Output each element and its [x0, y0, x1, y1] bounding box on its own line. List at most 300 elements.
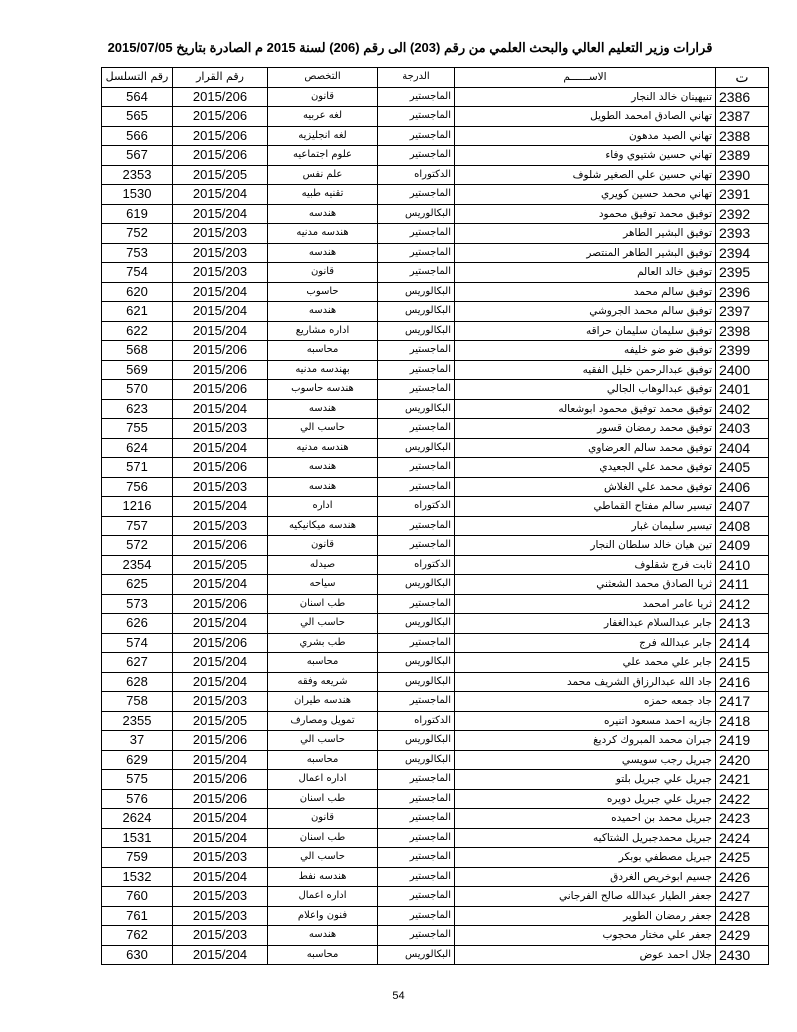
cell-decision: 2015/203 — [173, 692, 268, 712]
cell-decision: 2015/206 — [173, 87, 268, 107]
cell-num: 2403 — [716, 419, 769, 439]
cell-name: توفيق سالم محمد — [455, 282, 716, 302]
cell-degree: الماجستير — [378, 360, 455, 380]
cell-name: توفيق ضو ضو خليفه — [455, 341, 716, 361]
cell-specialty: حاسب الي — [268, 419, 378, 439]
table-row — [102, 692, 769, 712]
cell-serial: 756 — [102, 477, 173, 497]
cell-decision: 2015/204 — [173, 614, 268, 634]
cell-num: 2413 — [716, 614, 769, 634]
cell-serial: 760 — [102, 887, 173, 907]
cell-degree: الماجستير — [378, 848, 455, 868]
cell-specialty: تقنيه طبيه — [268, 185, 378, 205]
cell-name: جازيه احمد مسعود اتنيره — [455, 711, 716, 731]
cell-degree: البكالوريس — [378, 438, 455, 458]
cell-degree: الماجستير — [378, 126, 455, 146]
cell-specialty: هندسه — [268, 302, 378, 322]
cell-specialty: لغه انجليزيه — [268, 126, 378, 146]
cell-num: 2414 — [716, 633, 769, 653]
cell-specialty: محاسبه — [268, 653, 378, 673]
cell-name: جبريل مصطفي بوبكر — [455, 848, 716, 868]
cell-degree: البكالوريس — [378, 204, 455, 224]
cell-specialty: بهندسه مدنيه — [268, 360, 378, 380]
cell-serial: 565 — [102, 107, 173, 127]
cell-name: توفيق سليمان سليمان حراقه — [455, 321, 716, 341]
cell-num: 2399 — [716, 341, 769, 361]
cell-serial: 626 — [102, 614, 173, 634]
table-row — [102, 243, 769, 263]
cell-name: توفيق محمد رمضان قسور — [455, 419, 716, 439]
cell-num: 2423 — [716, 809, 769, 829]
cell-decision: 2015/203 — [173, 419, 268, 439]
cell-serial: 758 — [102, 692, 173, 712]
cell-degree: الماجستير — [378, 828, 455, 848]
cell-num: 2415 — [716, 653, 769, 673]
cell-num: 2417 — [716, 692, 769, 712]
cell-degree: الماجستير — [378, 633, 455, 653]
table-row — [102, 458, 769, 478]
cell-name: توفيق البشير الطاهر المنتصر — [455, 243, 716, 263]
table-row — [102, 770, 769, 790]
cell-serial: 752 — [102, 224, 173, 244]
cell-specialty: فنون واعلام — [268, 906, 378, 926]
cell-name: توفيق محمد علي الغلاش — [455, 477, 716, 497]
cell-serial: 571 — [102, 458, 173, 478]
header-name: الاســــــم — [455, 68, 716, 88]
cell-serial: 621 — [102, 302, 173, 322]
cell-degree: الماجستير — [378, 906, 455, 926]
cell-decision: 2015/204 — [173, 867, 268, 887]
cell-degree: البكالوريس — [378, 731, 455, 751]
cell-decision: 2015/204 — [173, 438, 268, 458]
cell-degree: الماجستير — [378, 809, 455, 829]
cell-degree: الماجستير — [378, 516, 455, 536]
cell-degree: الماجستير — [378, 789, 455, 809]
cell-decision: 2015/203 — [173, 263, 268, 283]
cell-degree: الماجستير — [378, 867, 455, 887]
cell-serial: 573 — [102, 594, 173, 614]
cell-decision: 2015/204 — [173, 185, 268, 205]
cell-specialty: هندسه طيران — [268, 692, 378, 712]
table-row — [102, 711, 769, 731]
cell-degree: البكالوريس — [378, 672, 455, 692]
cell-decision: 2015/204 — [173, 750, 268, 770]
cell-num: 2392 — [716, 204, 769, 224]
cell-decision: 2015/206 — [173, 107, 268, 127]
cell-specialty: هندسه نفط — [268, 867, 378, 887]
cell-name: ثريا عامر امحمد — [455, 594, 716, 614]
cell-decision: 2015/203 — [173, 243, 268, 263]
header-num: ت — [716, 68, 769, 88]
cell-name: تهاني حسين شتيوي وفاء — [455, 146, 716, 166]
cell-specialty: هندسه حاسوب — [268, 380, 378, 400]
cell-degree: الماجستير — [378, 477, 455, 497]
cell-degree: الماجستير — [378, 536, 455, 556]
cell-serial: 2355 — [102, 711, 173, 731]
cell-name: توفيق خالد العالم — [455, 263, 716, 283]
cell-name: جابر علي محمد علي — [455, 653, 716, 673]
cell-num: 2386 — [716, 87, 769, 107]
cell-serial: 574 — [102, 633, 173, 653]
cell-name: توفيق محمد علي الجعيدي — [455, 458, 716, 478]
cell-specialty: هندسه — [268, 458, 378, 478]
cell-degree: الماجستير — [378, 224, 455, 244]
cell-serial: 628 — [102, 672, 173, 692]
table-row — [102, 945, 769, 965]
table-row — [102, 87, 769, 107]
cell-serial: 575 — [102, 770, 173, 790]
cell-serial: 622 — [102, 321, 173, 341]
cell-serial: 627 — [102, 653, 173, 673]
cell-name: جبران محمد المبروك كرديغ — [455, 731, 716, 751]
cell-degree: البكالوريس — [378, 282, 455, 302]
cell-specialty: قانون — [268, 536, 378, 556]
cell-specialty: هندسه ميكانيكيه — [268, 516, 378, 536]
cell-name: تهاني محمد حسين كويري — [455, 185, 716, 205]
cell-name: تهاني حسين علي الصغير شلوف — [455, 165, 716, 185]
cell-specialty: لغه عربيه — [268, 107, 378, 127]
cell-name: جلال احمد عوض — [455, 945, 716, 965]
cell-decision: 2015/204 — [173, 302, 268, 322]
table-header-row — [102, 68, 769, 88]
table-row — [102, 867, 769, 887]
cell-decision: 2015/204 — [173, 945, 268, 965]
cell-degree: البكالوريس — [378, 575, 455, 595]
cell-degree: الماجستير — [378, 341, 455, 361]
cell-name: تيسير سالم مفتاح القماطي — [455, 497, 716, 517]
cell-decision: 2015/203 — [173, 906, 268, 926]
cell-serial: 1532 — [102, 867, 173, 887]
cell-degree: الدكتوراه — [378, 497, 455, 517]
cell-degree: الماجستير — [378, 594, 455, 614]
table-row — [102, 185, 769, 205]
cell-name: توفيق عبدالرحمن خليل الفقيه — [455, 360, 716, 380]
cell-name: تنيهينان خالد النجار — [455, 87, 716, 107]
cell-serial: 761 — [102, 906, 173, 926]
cell-decision: 2015/204 — [173, 282, 268, 302]
cell-decision: 2015/204 — [173, 809, 268, 829]
cell-name: توفيق عبدالوهاب الجالي — [455, 380, 716, 400]
cell-name: توفيق محمد توفيق محمود — [455, 204, 716, 224]
cell-decision: 2015/204 — [173, 497, 268, 517]
cell-num: 2410 — [716, 555, 769, 575]
cell-num: 2408 — [716, 516, 769, 536]
cell-specialty: قانون — [268, 87, 378, 107]
table-row — [102, 848, 769, 868]
cell-specialty: طب بشري — [268, 633, 378, 653]
cell-num: 2393 — [716, 224, 769, 244]
cell-num: 2422 — [716, 789, 769, 809]
cell-name: تيسير سليمان غبار — [455, 516, 716, 536]
cell-num: 2388 — [716, 126, 769, 146]
cell-decision: 2015/206 — [173, 536, 268, 556]
cell-degree: البكالوريس — [378, 945, 455, 965]
cell-num: 2421 — [716, 770, 769, 790]
cell-name: تين هيان خالد سلطان النجار — [455, 536, 716, 556]
cell-specialty: اداره — [268, 497, 378, 517]
cell-num: 2401 — [716, 380, 769, 400]
cell-decision: 2015/206 — [173, 360, 268, 380]
table-row — [102, 536, 769, 556]
cell-serial: 1530 — [102, 185, 173, 205]
cell-decision: 2015/206 — [173, 594, 268, 614]
table-row — [102, 341, 769, 361]
cell-specialty: حاسوب — [268, 282, 378, 302]
cell-degree: الماجستير — [378, 380, 455, 400]
cell-name: جاد الله عبدالرزاق الشريف محمد — [455, 672, 716, 692]
cell-specialty: محاسبه — [268, 750, 378, 770]
cell-specialty: هندسه مدنيه — [268, 438, 378, 458]
cell-name: جابر عبدالسلام عبدالغفار — [455, 614, 716, 634]
cell-decision: 2015/204 — [173, 204, 268, 224]
cell-serial: 753 — [102, 243, 173, 263]
cell-degree: الماجستير — [378, 887, 455, 907]
table-row — [102, 614, 769, 634]
table-row — [102, 497, 769, 517]
cell-serial: 620 — [102, 282, 173, 302]
cell-degree: الدكتوراه — [378, 165, 455, 185]
cell-degree: الماجستير — [378, 419, 455, 439]
table-row — [102, 477, 769, 497]
cell-specialty: حاسب الي — [268, 731, 378, 751]
cell-num: 2389 — [716, 146, 769, 166]
table-row — [102, 107, 769, 127]
table-row — [102, 399, 769, 419]
table-row — [102, 887, 769, 907]
cell-specialty: اداره مشاريع — [268, 321, 378, 341]
cell-specialty: هندسه — [268, 399, 378, 419]
cell-num: 2419 — [716, 731, 769, 751]
cell-serial: 623 — [102, 399, 173, 419]
cell-decision: 2015/206 — [173, 341, 268, 361]
table-row — [102, 204, 769, 224]
cell-decision: 2015/205 — [173, 165, 268, 185]
document-title: قرارات وزير التعليم العالي والبحث العلمي من رقم (203) الى رقم (206) لسنة 2015 م الصادرة بتاريخ 2015/07/05 — [107, 40, 713, 55]
cell-name: توفيق محمد توفيق محمود ابوشعاله — [455, 399, 716, 419]
cell-decision: 2015/203 — [173, 887, 268, 907]
cell-serial: 2353 — [102, 165, 173, 185]
cell-decision: 2015/204 — [173, 828, 268, 848]
cell-specialty: حاسب الي — [268, 848, 378, 868]
cell-name: جعفر رمضان الطوير — [455, 906, 716, 926]
cell-serial: 625 — [102, 575, 173, 595]
cell-serial: 566 — [102, 126, 173, 146]
cell-name: توفيق محمد سالم العرضاوي — [455, 438, 716, 458]
cell-name: ثريا الصادق محمد الشعثني — [455, 575, 716, 595]
cell-num: 2395 — [716, 263, 769, 283]
cell-degree: البكالوريس — [378, 302, 455, 322]
header-specialty: التخصص — [268, 68, 378, 88]
cell-name: جاد جمعه حمزه — [455, 692, 716, 712]
cell-serial: 762 — [102, 926, 173, 946]
cell-serial: 564 — [102, 87, 173, 107]
cell-num: 2396 — [716, 282, 769, 302]
cell-specialty: طب اسنان — [268, 789, 378, 809]
cell-serial: 757 — [102, 516, 173, 536]
cell-serial: 570 — [102, 380, 173, 400]
cell-serial: 629 — [102, 750, 173, 770]
cell-specialty: قانون — [268, 809, 378, 829]
cell-degree: الماجستير — [378, 926, 455, 946]
cell-num: 2418 — [716, 711, 769, 731]
table-row — [102, 653, 769, 673]
cell-decision: 2015/203 — [173, 477, 268, 497]
cell-specialty: شريعه وفقه — [268, 672, 378, 692]
table-row — [102, 146, 769, 166]
cell-decision: 2015/206 — [173, 770, 268, 790]
cell-decision: 2015/206 — [173, 380, 268, 400]
cell-specialty: سياحه — [268, 575, 378, 595]
cell-specialty: طب اسنان — [268, 828, 378, 848]
cell-decision: 2015/203 — [173, 516, 268, 536]
cell-num: 2430 — [716, 945, 769, 965]
cell-decision: 2015/206 — [173, 458, 268, 478]
cell-degree: البكالوريس — [378, 750, 455, 770]
table-row — [102, 789, 769, 809]
cell-specialty: علم نفس — [268, 165, 378, 185]
cell-serial: 567 — [102, 146, 173, 166]
cell-num: 2404 — [716, 438, 769, 458]
cell-serial: 568 — [102, 341, 173, 361]
table-row — [102, 828, 769, 848]
table-row — [102, 438, 769, 458]
cell-serial: 624 — [102, 438, 173, 458]
cell-num: 2427 — [716, 887, 769, 907]
cell-serial: 630 — [102, 945, 173, 965]
cell-name: جبريل علي جبريل دويره — [455, 789, 716, 809]
cell-serial: 2354 — [102, 555, 173, 575]
cell-name: توفيق سالم محمد الجروشي — [455, 302, 716, 322]
cell-specialty: تمويل ومصارف — [268, 711, 378, 731]
cell-specialty: اداره اعمال — [268, 887, 378, 907]
cell-num: 2409 — [716, 536, 769, 556]
cell-num: 2416 — [716, 672, 769, 692]
table-row — [102, 594, 769, 614]
cell-decision: 2015/205 — [173, 555, 268, 575]
cell-name: جبريل علي جبريل بلتو — [455, 770, 716, 790]
cell-degree: الدكتوراه — [378, 711, 455, 731]
cell-degree: الماجستير — [378, 185, 455, 205]
cell-specialty: محاسبه — [268, 945, 378, 965]
table-row — [102, 809, 769, 829]
cell-degree: الماجستير — [378, 770, 455, 790]
cell-degree: الماجستير — [378, 692, 455, 712]
cell-num: 2424 — [716, 828, 769, 848]
table-row — [102, 302, 769, 322]
cell-decision: 2015/203 — [173, 848, 268, 868]
cell-decision: 2015/206 — [173, 789, 268, 809]
cell-specialty: هندسه — [268, 477, 378, 497]
cell-serial: 576 — [102, 789, 173, 809]
table-row — [102, 282, 769, 302]
cell-decision: 2015/204 — [173, 672, 268, 692]
table-row — [102, 360, 769, 380]
cell-name: جبريل محمد بن احميده — [455, 809, 716, 829]
cell-specialty: قانون — [268, 263, 378, 283]
table-row — [102, 321, 769, 341]
cell-name: تهاني الصادق امحمد الطويل — [455, 107, 716, 127]
cell-degree: الماجستير — [378, 107, 455, 127]
cell-num: 2406 — [716, 477, 769, 497]
cell-specialty: هندسه مدنيه — [268, 224, 378, 244]
header-decision: رقم القرار — [173, 68, 268, 88]
cell-serial: 37 — [102, 731, 173, 751]
cell-name: جعفر الطيار عبدالله صالح الفرجاني — [455, 887, 716, 907]
cell-name: جعفر علي مختار محجوب — [455, 926, 716, 946]
cell-serial: 755 — [102, 419, 173, 439]
cell-num: 2426 — [716, 867, 769, 887]
header-degree: الدرجة — [378, 68, 455, 88]
cell-decision: 2015/204 — [173, 653, 268, 673]
table-row — [102, 516, 769, 536]
cell-serial: 619 — [102, 204, 173, 224]
cell-serial: 572 — [102, 536, 173, 556]
cell-serial: 1216 — [102, 497, 173, 517]
cell-num: 2412 — [716, 594, 769, 614]
cell-degree: الماجستير — [378, 87, 455, 107]
cell-name: جابر عبدالله فرج — [455, 633, 716, 653]
cell-degree: البكالوريس — [378, 653, 455, 673]
cell-degree: الدكتوراه — [378, 555, 455, 575]
cell-specialty: هندسه — [268, 243, 378, 263]
cell-num: 2429 — [716, 926, 769, 946]
cell-num: 2390 — [716, 165, 769, 185]
cell-decision: 2015/206 — [173, 633, 268, 653]
cell-specialty: هندسه — [268, 926, 378, 946]
cell-serial: 754 — [102, 263, 173, 283]
cell-serial: 1531 — [102, 828, 173, 848]
table-row — [102, 575, 769, 595]
table-row — [102, 263, 769, 283]
cell-num: 2428 — [716, 906, 769, 926]
cell-degree: البكالوريس — [378, 321, 455, 341]
cell-num: 2398 — [716, 321, 769, 341]
cell-specialty: صيدله — [268, 555, 378, 575]
table-row — [102, 750, 769, 770]
table-row — [102, 672, 769, 692]
cell-num: 2407 — [716, 497, 769, 517]
cell-num: 2394 — [716, 243, 769, 263]
cell-decision: 2015/206 — [173, 126, 268, 146]
table-row — [102, 555, 769, 575]
cell-specialty: علوم اجتماعيه — [268, 146, 378, 166]
table-row — [102, 419, 769, 439]
table-row — [102, 906, 769, 926]
cell-num: 2425 — [716, 848, 769, 868]
cell-specialty: اداره اعمال — [268, 770, 378, 790]
cell-specialty: محاسبه — [268, 341, 378, 361]
cell-decision: 2015/206 — [173, 146, 268, 166]
cell-decision: 2015/203 — [173, 926, 268, 946]
table-row — [102, 165, 769, 185]
table-row — [102, 126, 769, 146]
cell-serial: 569 — [102, 360, 173, 380]
cell-specialty: حاسب الي — [268, 614, 378, 634]
cell-decision: 2015/204 — [173, 575, 268, 595]
graduates-table — [101, 67, 769, 965]
table-row — [102, 224, 769, 244]
page-number: 54 — [392, 990, 405, 1002]
cell-name: جبريل رجب سويسي — [455, 750, 716, 770]
cell-decision: 2015/206 — [173, 731, 268, 751]
cell-num: 2402 — [716, 399, 769, 419]
cell-serial: 759 — [102, 848, 173, 868]
cell-num: 2391 — [716, 185, 769, 205]
cell-decision: 2015/204 — [173, 399, 268, 419]
cell-num: 2400 — [716, 360, 769, 380]
cell-decision: 2015/204 — [173, 321, 268, 341]
cell-degree: الماجستير — [378, 243, 455, 263]
